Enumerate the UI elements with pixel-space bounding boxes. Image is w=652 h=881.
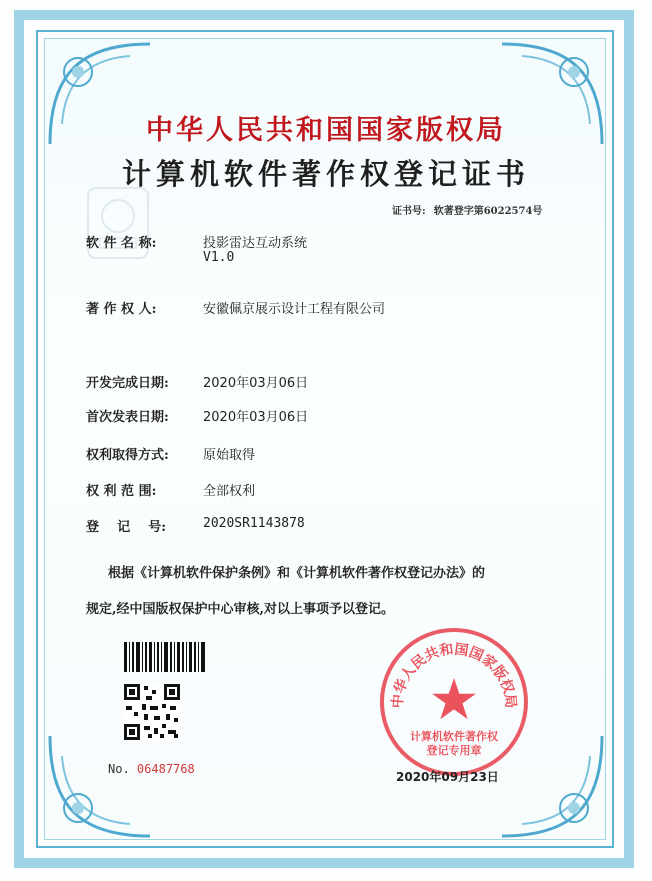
field-label-publication-date: 首次发表日期: <box>86 410 169 425</box>
field-label-rights-scope: 权 利 范 围: <box>86 484 157 499</box>
field-value-rights-scope: 全部权利 <box>203 484 256 499</box>
issue-date: 2020年09月23日 <box>396 770 499 784</box>
field-label-software-name: 软 件 名 称: <box>86 236 157 251</box>
seal-line-1: 计算机软件著作权 <box>410 730 498 743</box>
field-value-publication-date: 2020年03月06日 <box>203 410 309 425</box>
document-title: 计算机软件著作权登记证书 <box>121 157 530 191</box>
statement-line-2: 规定,经中国版权保护中心审核,对以上事项予以登记。 <box>86 602 395 617</box>
official-seal <box>378 626 530 778</box>
field-value-copyright-owner: 安徽佩京展示设计工程有限公司 <box>203 302 386 317</box>
statement-line-1: 根据《计算机软件保护条例》和《计算机软件著作权登记办法》的 <box>108 566 486 581</box>
qr-code <box>124 684 180 740</box>
field-label-acquisition-method: 权利取得方式: <box>86 448 169 463</box>
seal-ring-text: 中华人民共和国国家版权局 <box>389 641 519 709</box>
ornament-bottom-left <box>40 726 160 846</box>
field-value-registration-number: 2020SR1143878 <box>203 516 305 531</box>
certificate-number-label: 证书号: <box>392 206 426 217</box>
field-value-software-name: 投影雷达互动系统 <box>203 236 308 251</box>
serial-prefix: No. <box>108 762 130 776</box>
software-version: V1.0 <box>203 250 235 265</box>
field-label-completion-date: 开发完成日期: <box>86 376 169 391</box>
certificate-number <box>392 202 550 217</box>
seal-line-2: 登记专用章 <box>426 744 482 757</box>
serial-value: 06487768 <box>136 762 195 776</box>
field-value-completion-date: 2020年03月06日 <box>203 376 309 391</box>
serial-number <box>108 762 195 776</box>
field-value-acquisition-method: 原始取得 <box>203 448 256 463</box>
field-label-copyright-owner: 著 作 权 人: <box>86 302 157 317</box>
certificate-number-value: 软著登字第6022574号 <box>433 206 543 217</box>
field-label-registration-number: 登 记 号: <box>86 520 167 535</box>
barcode <box>124 642 206 672</box>
authority-title: 中华人民共和国国家版权局 <box>146 115 506 146</box>
